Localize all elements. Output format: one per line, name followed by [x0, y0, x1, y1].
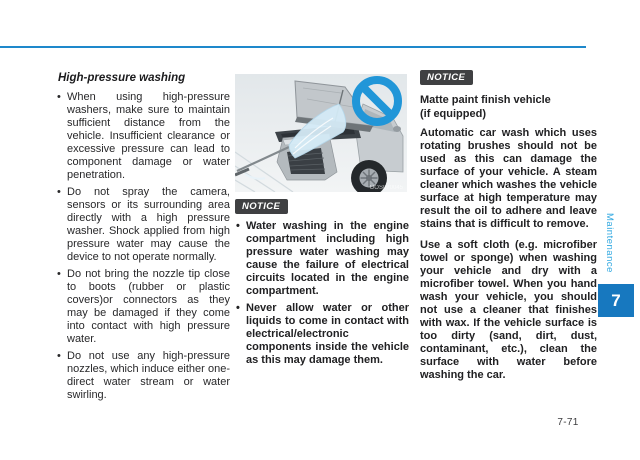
chapter-tab [598, 284, 634, 317]
bullet-item: • When using high-pressure washers, make sure to maintain sufficient distance from the vehicle. Insufficient clearance or excessive pressure can lead to component damage or water penetration. [56, 91, 230, 182]
page-number: 7-71 [557, 417, 579, 428]
bullet-item: • Do not use any high-pressure nozzles, which induce either one-direct water stream or water swirling. [56, 350, 230, 402]
chapter-side-label: Maintenance [604, 213, 615, 273]
header-rule [0, 46, 586, 48]
right-column [420, 70, 597, 390]
bullet-item: • Do not spray the camera, sensors or its surrounding area directly with a high pressure washer. Shock applied from high pressure water may cause the device to not operate normally. [56, 186, 230, 264]
figure-illustration [235, 74, 407, 192]
notice-badge: NOTICE [235, 199, 288, 214]
engine-wash-prohibited-figure [235, 74, 407, 192]
notice-paragraph: Use a soft cloth (e.g. microfiber towel or sponge) when washing your vehicle and dry with a microfiber towel. When you hand wash your vehicle, you should not use a cleaner that finishes with wax. If the vehicle surface is too dirty (sand, dirt, dust, contaminant, etc.), clean the surface with water before washing the car. [420, 239, 597, 381]
notice-badge: NOTICE [420, 70, 473, 85]
subheading-line: Matte paint finish vehicle [420, 94, 551, 106]
subheading-line: (if equipped) [420, 107, 486, 120]
notice-paragraph: Automatic car wash which uses rotating brushes should not be used as this can damage the surface of your vehicle. A steam cleaner which washes the vehicle surface at high temperature may result the oil to adhere and leave stains that is difficult to remove. [420, 127, 597, 230]
left-bullet-list [56, 91, 230, 402]
bullet-item: • Never allow water or other liquids to come in contact with electrical/electronic components inside the vehicle as this may damage them. [235, 302, 409, 367]
middle-bullet-list [235, 220, 409, 367]
section-heading: High-pressure washing [58, 72, 186, 84]
figure-watermark: OOS070045 [369, 185, 403, 191]
middle-column [235, 74, 409, 371]
chapter-number: 7 [611, 290, 621, 310]
bullet-item: • Do not bring the nozzle tip close to boots (rubber or plastic covers)or connectors as they may be damaged if they come into contact with high pressure water. [56, 268, 230, 346]
bullet-item: • Water washing in the engine compartment including high pressure water washing may cause the failure of electrical circuits located in the engine compartment. [235, 220, 409, 298]
notice-subheading [420, 94, 597, 121]
left-column [56, 71, 230, 406]
